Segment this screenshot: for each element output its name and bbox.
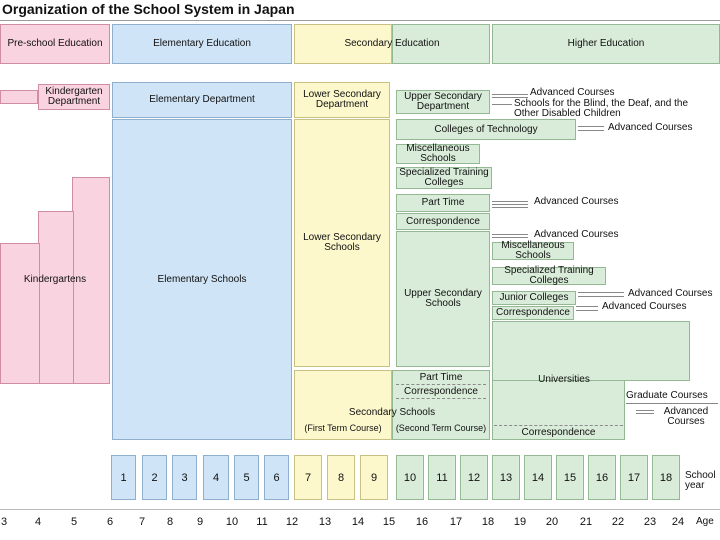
advanced-courses-label-4: Advanced Courses [534, 229, 619, 240]
correspondence-junior-colleges: Correspondence [492, 306, 574, 320]
connector-line [636, 413, 654, 414]
elementary-department: Elementary Department [112, 82, 292, 118]
school-year-6: 6 [264, 455, 289, 500]
second-term-course: (Second Term Course) [395, 423, 487, 433]
advanced-courses-label-1: Advanced Courses [530, 87, 615, 98]
connector-line [492, 237, 528, 238]
correspondence-2: Correspondence [404, 385, 478, 397]
elementary-schools: Elementary Schools [112, 119, 292, 440]
connector-line [492, 104, 512, 105]
connector-line [578, 292, 624, 293]
specialized-training-colleges-1: Specialized Training Colleges [396, 167, 492, 189]
age-4: 4 [34, 516, 42, 528]
lower-secondary-department: Lower Secondary Department [294, 82, 390, 118]
kindergartens-step-1 [0, 243, 40, 384]
connector-line [492, 234, 528, 235]
junior-colleges: Junior Colleges [492, 291, 576, 305]
universities: Universities [538, 374, 590, 385]
school-year-10: 10 [396, 455, 424, 500]
school-year-12: 12 [460, 455, 488, 500]
age-21: 21 [579, 516, 593, 528]
school-year-1: 1 [111, 455, 136, 500]
age-axis [0, 509, 720, 510]
school-year-15: 15 [556, 455, 584, 500]
kindergarten-dept-band [0, 90, 38, 104]
age-19: 19 [513, 516, 527, 528]
age-14: 14 [351, 516, 365, 528]
kindergarten-department: Kindergarten Department [38, 84, 110, 110]
miscellaneous-schools-2: Miscellaneous Schools [492, 242, 574, 260]
kindergartens-step-2 [38, 211, 74, 384]
school-year-4: 4 [203, 455, 229, 500]
school-year-5: 5 [234, 455, 259, 500]
age-12: 12 [285, 516, 299, 528]
header-elementary: Elementary Education [112, 24, 292, 64]
age-8: 8 [166, 516, 174, 528]
secondary-schools: Secondary Schools [348, 407, 436, 418]
connector-line [492, 94, 528, 95]
connector-line [492, 204, 528, 205]
correspondence-1: Correspondence [396, 213, 490, 230]
age-7: 7 [138, 516, 146, 528]
school-year-13: 13 [492, 455, 520, 500]
advanced-courses-label-6: Advanced Courses [602, 301, 687, 312]
connector-line [576, 310, 598, 311]
age-17: 17 [449, 516, 463, 528]
age-6: 6 [106, 516, 114, 528]
age-24: 24 [671, 516, 685, 528]
colleges-of-technology: Colleges of Technology [396, 119, 576, 140]
part-time-2: Part Time [419, 371, 463, 383]
graduate-courses-label: Graduate Courses [626, 390, 708, 401]
miscellaneous-schools-1: Miscellaneous Schools [396, 144, 480, 164]
advanced-courses-label-7: Advanced Courses [663, 406, 709, 427]
school-year-14: 14 [524, 455, 552, 500]
school-year-11: 11 [428, 455, 456, 500]
school-year-16: 16 [588, 455, 616, 500]
title-divider [0, 20, 720, 21]
school-year-9: 9 [360, 455, 388, 500]
school-year-label: School year [685, 470, 716, 491]
correspondence-2-divider [396, 398, 486, 399]
school-year-7: 7 [294, 455, 322, 500]
age-5: 5 [70, 516, 78, 528]
connector-line [578, 130, 604, 131]
age-15: 15 [382, 516, 396, 528]
connector-line [492, 201, 528, 202]
upper-secondary-department: Upper Secondary Department [396, 90, 490, 114]
lower-secondary-schools: Lower Secondary Schools [294, 119, 390, 367]
connector-line [636, 410, 654, 411]
school-year-3: 3 [172, 455, 197, 500]
correspondence-universities: Correspondence [521, 427, 596, 438]
advanced-courses-label-3: Advanced Courses [534, 196, 619, 207]
connector-line [492, 207, 528, 208]
connector-line [576, 306, 598, 307]
upper-secondary-schools: Upper Secondary Schools [396, 231, 490, 367]
school-year-8: 8 [327, 455, 355, 500]
age-11: 11 [256, 516, 268, 528]
age-18: 18 [481, 516, 495, 528]
age-20: 20 [545, 516, 559, 528]
advanced-courses-label-5: Advanced Courses [628, 288, 713, 299]
advanced-courses-label-2: Advanced Courses [608, 122, 693, 133]
school-year-2: 2 [142, 455, 167, 500]
age-13: 13 [318, 516, 332, 528]
connector-line [578, 296, 624, 297]
age-9: 9 [196, 516, 204, 528]
age-label: Age [696, 516, 714, 527]
school-year-17: 17 [620, 455, 648, 500]
age-3: 3 [0, 516, 8, 528]
age-23: 23 [643, 516, 657, 528]
page-title: Organization of the School System in Japan [2, 1, 295, 17]
school-year-18: 18 [652, 455, 680, 500]
first-term-course: (First Term Course) [304, 423, 382, 433]
part-time-1: Part Time [396, 194, 490, 212]
age-22: 22 [611, 516, 625, 528]
special-schools-label: Schools for the Blind, the Deaf, and the Other Disabled Children [514, 98, 688, 119]
specialized-training-colleges-2: Specialized Training Colleges [492, 267, 606, 285]
header-preschool: Pre-school Education [0, 24, 110, 64]
connector-line [578, 126, 604, 127]
age-10: 10 [225, 516, 239, 528]
kindergartens: Kindergartens [23, 274, 87, 285]
age-16: 16 [415, 516, 429, 528]
connector-line [626, 403, 718, 404]
header-higher: Higher Education [492, 24, 720, 64]
header-secondary: Secondary Education [344, 38, 440, 49]
